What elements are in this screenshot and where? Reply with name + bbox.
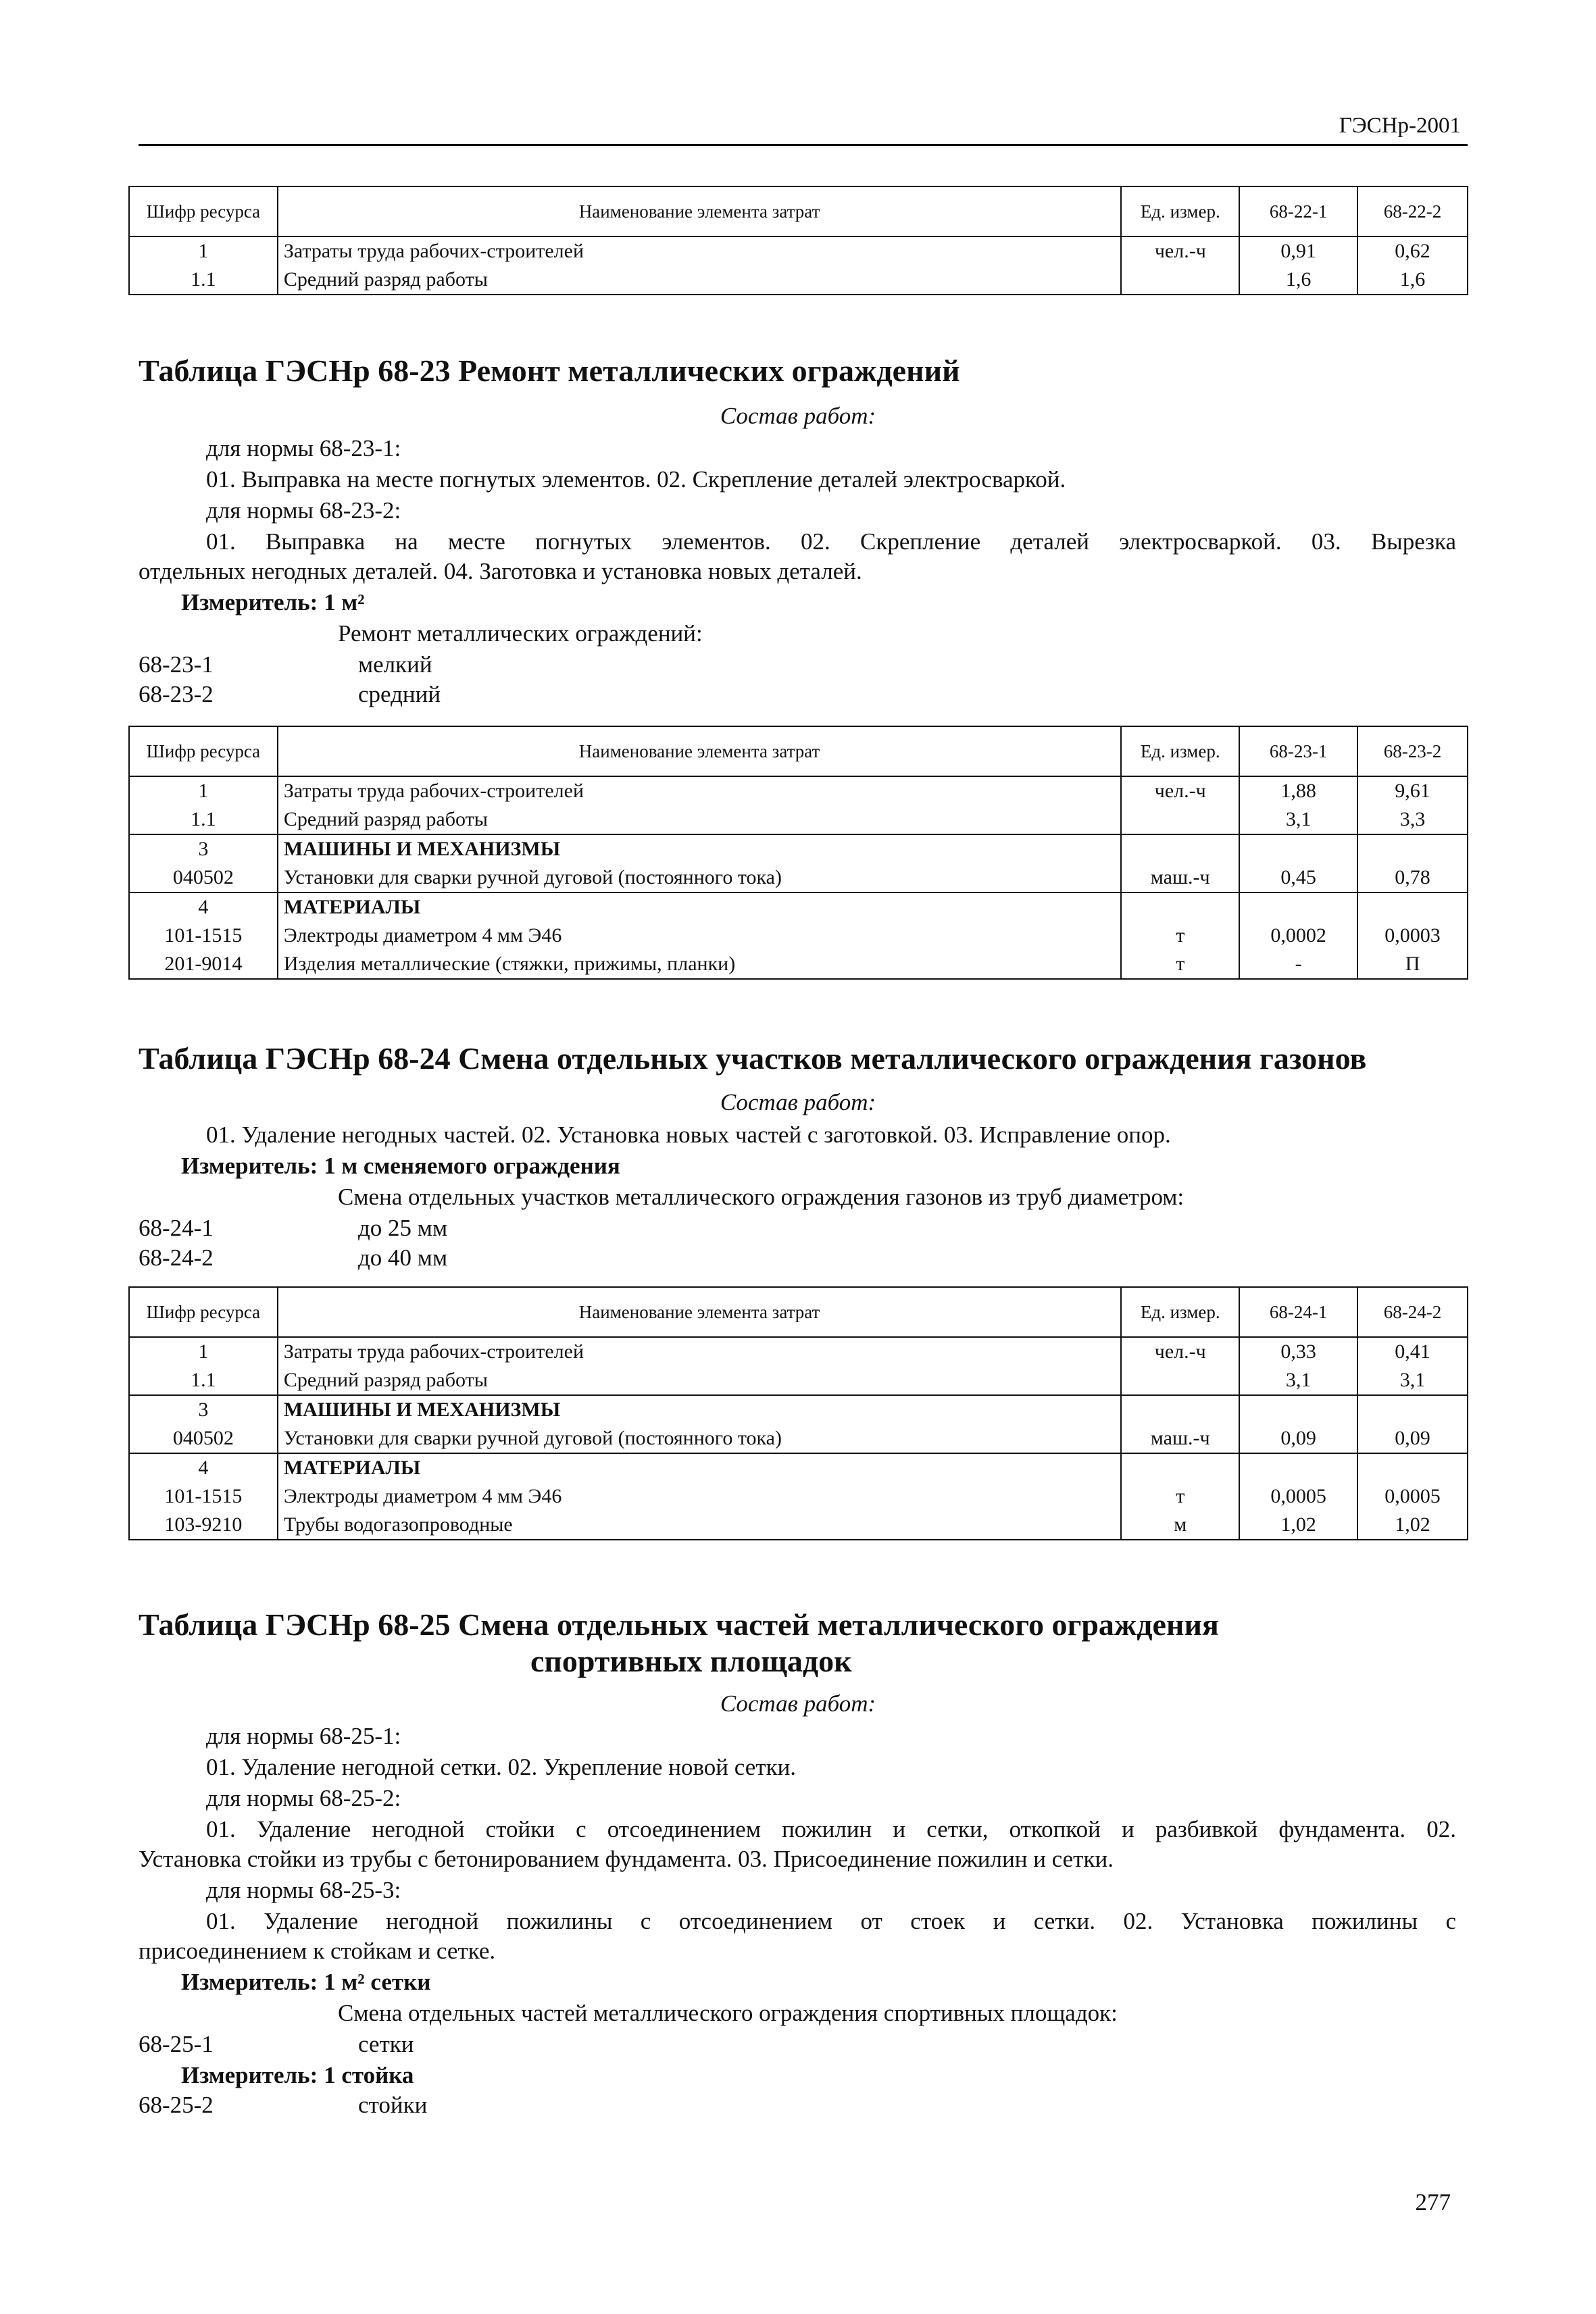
item-code: 68-23-2 — [139, 681, 214, 707]
item-code: 68-24-2 — [139, 1244, 214, 1271]
header-rule — [139, 144, 1468, 146]
col-header-name: Наименование элемента затрат — [278, 186, 1122, 236]
col-header-68-22-1: 68-22-1 — [1239, 186, 1357, 236]
item-label: сетки — [358, 2031, 414, 2057]
page-number: 277 — [1415, 2189, 1451, 2215]
col-header-code: Шифр ресурса — [129, 186, 278, 236]
table-row: 101-1515 Электроды диаметром 4 мм Э46 т 0,0005 0,0005 — [129, 1482, 1468, 1511]
subject-label: Смена отдельных частей металлического ограждения спортивных площадок: — [338, 2000, 1118, 2026]
norm-label: для нормы 68-23-2: — [206, 497, 401, 524]
norm-text: 01. Выправка на месте погнутых элементов. 02. Скрепление деталей электросваркой. — [206, 466, 1066, 493]
meter-label: Измеритель: 1 стойка — [181, 2062, 414, 2088]
norm-text: присоединением к стойкам и сетке. — [139, 1938, 496, 1964]
work-composition-label: Состав работ: — [720, 1690, 876, 1717]
norm-text: 01. Удаление негодной стойки с отсоединением пожилин и сетки, откопкой и разбивкой фундамента. 02. — [206, 1816, 1456, 1842]
work-text: 01. Удаление негодных частей. 02. Установка новых частей с заготовкой. 03. Исправление опор. — [206, 1122, 1171, 1148]
table-row: 1 Затраты труда рабочих-строителей чел.-ч 0,91 0,62 — [129, 236, 1468, 266]
table-row: 1.1 Средний разряд работы 3,1 3,3 — [129, 805, 1468, 834]
meter-label: Измеритель: 1 м сменяемого ограждения — [181, 1153, 620, 1179]
table-row: 1 Затраты труда рабочих-строителей чел.-ч 1,88 9,61 — [129, 776, 1468, 805]
item-code: 68-23-1 — [139, 651, 214, 678]
norm-label: для нормы 68-25-3: — [206, 1877, 401, 1903]
norm-label: для нормы 68-25-1: — [206, 1723, 401, 1749]
norm-label: для нормы 68-23-1: — [206, 435, 401, 461]
table-section-row: 4 МАТЕРИАЛЫ — [129, 1453, 1468, 1482]
item-label: средний — [358, 681, 441, 707]
col-header-unit: Ед. измер. — [1121, 186, 1239, 236]
table-section-row: 3 МАШИНЫ И МЕХАНИЗМЫ — [129, 1395, 1468, 1424]
table-section-row: 3 МАШИНЫ И МЕХАНИЗМЫ — [129, 834, 1468, 863]
item-code: 68-25-2 — [139, 2092, 214, 2118]
item-label: стойки — [358, 2092, 428, 2118]
table-68-25-title-cont: спортивных площадок — [530, 1644, 852, 1678]
norm-text: 01. Удаление негодной сетки. 02. Укрепление новой сетки. — [206, 1754, 797, 1780]
table-row: 103-9210 Трубы водогазопроводные м 1,02 1,02 — [129, 1511, 1468, 1540]
norm-text: 01. Удаление негодной пожилины с отсоединением от стоек и сетки. 02. Установка пожилины с — [206, 1908, 1456, 1934]
subject-label: Смена отдельных участков металлического ограждения газонов из труб диаметром: — [338, 1184, 1184, 1210]
norm-label: для нормы 68-25-2: — [206, 1785, 401, 1811]
table-row: 101-1515 Электроды диаметром 4 мм Э46 т 0,0002 0,0003 — [129, 922, 1468, 950]
subject-label: Ремонт металлических ограждений: — [338, 620, 703, 647]
table-row: 1.1 Средний разряд работы 3,1 3,1 — [129, 1366, 1468, 1395]
resource-table-68-24 — [128, 1286, 1468, 1540]
col-header-68-22-2: 68-22-2 — [1357, 186, 1468, 236]
table-68-25-title: Таблица ГЭСНр 68-25 Смена отдельных частей металлического ограждения — [139, 1607, 1219, 1642]
table-row: 040502 Установки для сварки ручной дуговой (постоянного тока) маш.-ч 0,09 0,09 — [129, 1424, 1468, 1453]
table-68-23-title: Таблица ГЭСНр 68-23 Ремонт металлических ограждений — [139, 353, 960, 388]
table-row: 040502 Установки для сварки ручной дуговой (постоянного тока) маш.-ч 0,45 0,78 — [129, 863, 1468, 892]
table-header-row: Шифр ресурса Наименование элемента затрат Ед. измер. 68-24-1 68-24-2 — [129, 1287, 1468, 1337]
table-header-row — [129, 186, 1468, 236]
table-row: 201-9014 Изделия металлические (стяжки, прижимы, планки) т - П — [129, 950, 1468, 979]
norm-text: 01. Выправка на месте погнутых элементов. 02. Скрепление деталей электросваркой. 03. Вырезка — [206, 528, 1456, 555]
norm-text: Установка стойки из трубы с бетонированием фундамента. 03. Присоединение пожилин и сетки. — [139, 1846, 1114, 1872]
table-68-24-title: Таблица ГЭСНр 68-24 Смена отдельных участков металлического ограждения газонов — [139, 1041, 1367, 1076]
item-label: до 40 мм — [358, 1244, 448, 1271]
item-label: мелкий — [358, 651, 432, 678]
item-code: 68-25-1 — [139, 2031, 214, 2057]
meter-label: Измеритель: 1 м² сетки — [181, 1969, 431, 1995]
table-section-row: 4 МАТЕРИАЛЫ — [129, 892, 1468, 922]
document-code: ГЭСНр-2001 — [1339, 114, 1461, 138]
table-row: 1 Затраты труда рабочих-строителей чел.-ч 0,33 0,41 — [129, 1337, 1468, 1366]
norm-text: отдельных негодных деталей. 04. Заготовка и установка новых деталей. — [139, 558, 862, 584]
table-row: 1.1 Средний разряд работы 1,6 1,6 — [129, 266, 1468, 295]
item-label: до 25 мм — [358, 1215, 448, 1241]
resource-table-68-23 — [128, 726, 1468, 980]
table-header-row: Шифр ресурса Наименование элемента затрат Ед. измер. 68-23-1 68-23-2 — [129, 726, 1468, 776]
meter-label: Измеритель: 1 м² — [181, 589, 365, 615]
resource-table-68-22 — [128, 186, 1468, 295]
item-code: 68-24-1 — [139, 1215, 214, 1241]
work-composition-label: Состав работ: — [720, 1089, 876, 1115]
work-composition-label: Состав работ: — [720, 403, 876, 429]
